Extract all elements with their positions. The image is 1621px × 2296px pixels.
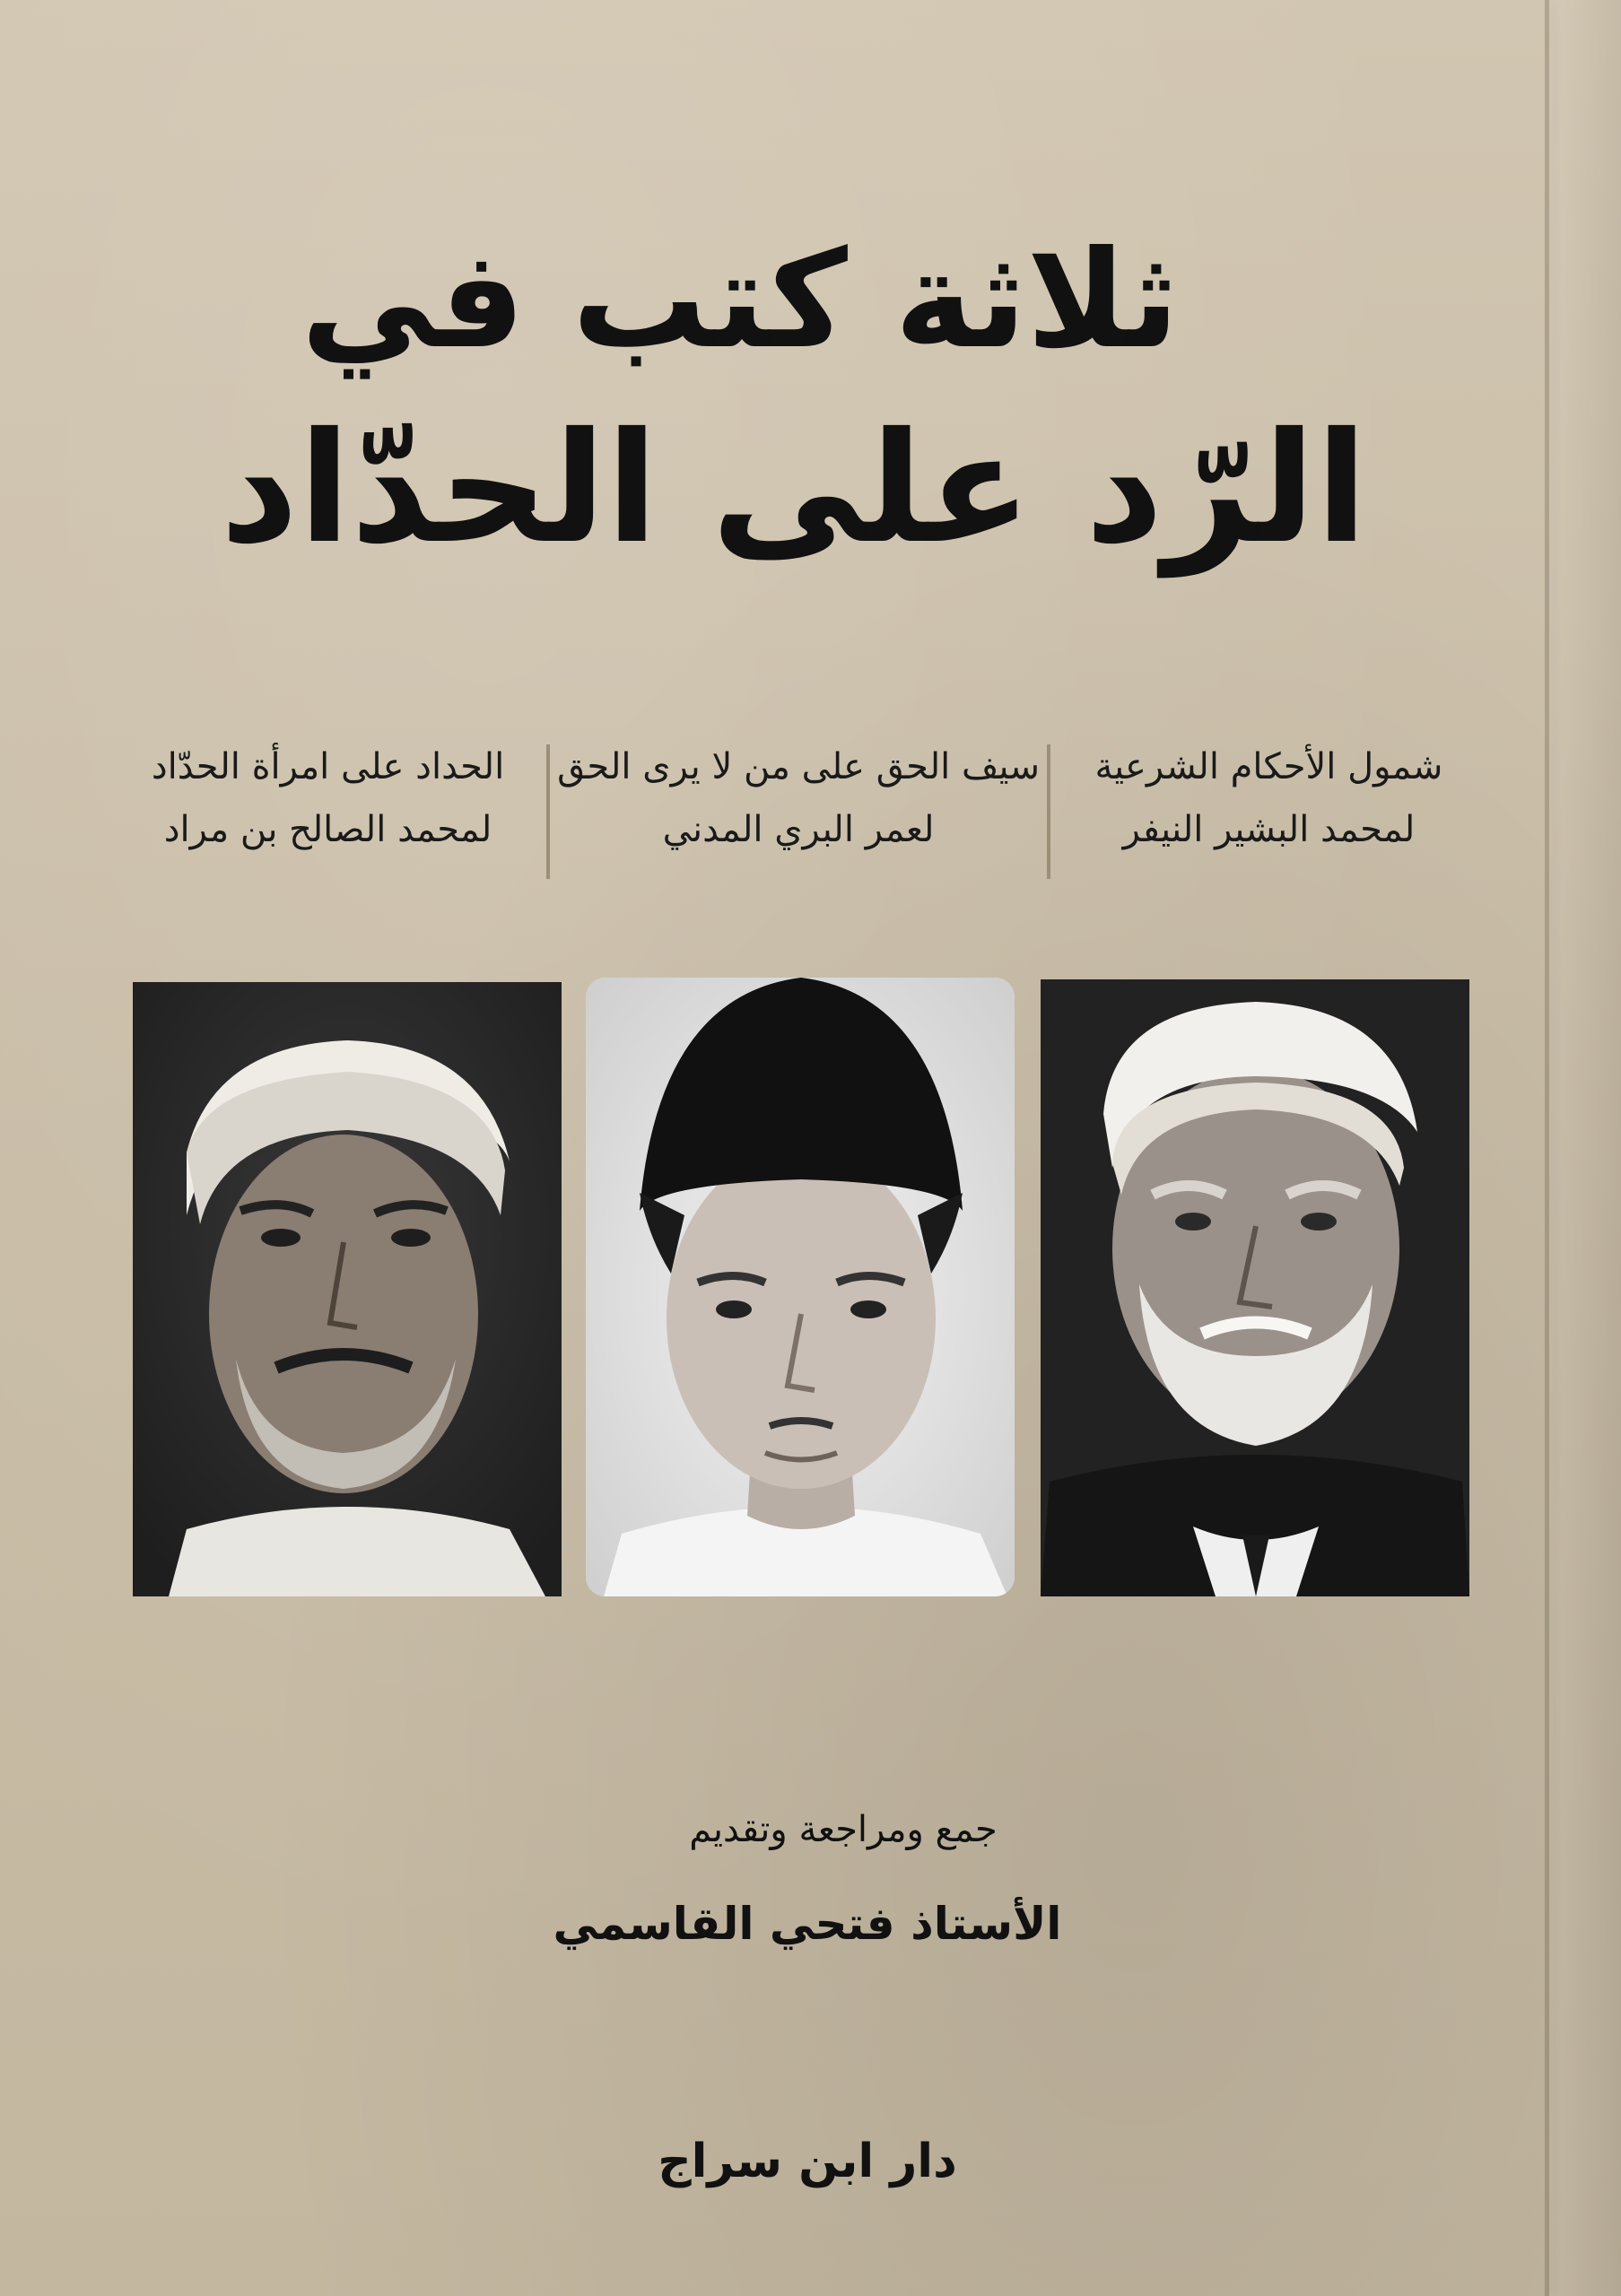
title-line-2: الرّد على الحدّاد [220,400,1368,578]
portrait-turban-beard [133,982,562,1596]
portrait-photo-left [133,982,562,1596]
publisher-name: دار ابن سراج [658,2135,957,2188]
portrait-photo-middle [586,978,1015,1596]
book-title: الحداد على امرأة الحدّاد [151,746,505,787]
portrait-row [133,978,1469,1596]
title-line-1: ثلاثة كتب في [301,222,1180,378]
divider [1047,744,1050,879]
book-title: شمول الأحكام الشرعية [1094,746,1443,787]
editor-name: الأستاذ فتحي القاسمي [553,1898,1062,1950]
book-entry-3 [1058,735,1480,888]
book-author: لمحمد الصالح بن مراد [163,809,492,850]
credit-label: جمع ومراجعة وتقديم [689,1809,998,1850]
credit-block [269,1803,1346,1955]
book-entry-1 [117,735,539,888]
portrait-fez-young [586,978,1015,1596]
cover-title [108,215,1480,592]
portrait-photo-right [1041,979,1469,1596]
book-list [117,735,1480,888]
book-title: سيف الحق على من لا يرى الحق [557,746,1040,787]
spine-edge [1549,0,1621,2296]
book-entry-2 [557,735,1040,888]
portrait-elder-beard [1041,979,1469,1596]
divider [546,744,550,879]
book-author: لعمر البري المدني [662,809,935,850]
book-author: لمحمد البشير النيفر [1122,809,1416,850]
